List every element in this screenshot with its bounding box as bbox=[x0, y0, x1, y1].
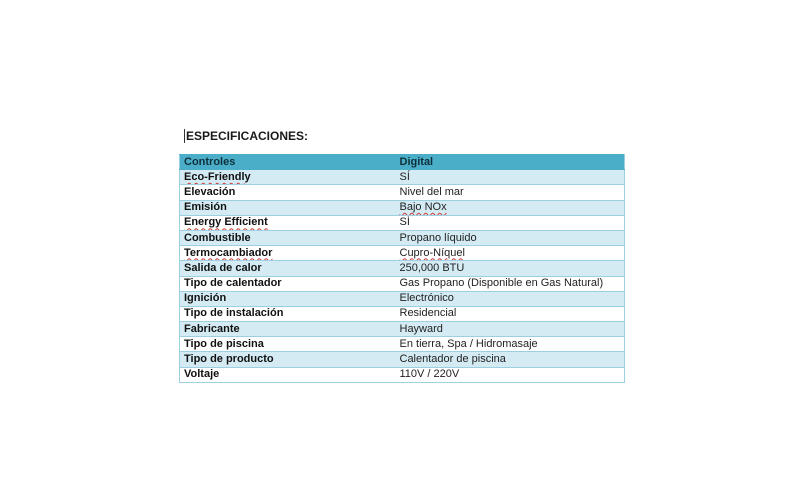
spec-label: Tipo de instalación bbox=[180, 306, 396, 321]
spec-value: Gas Propano (Disponible en Gas Natural) bbox=[396, 276, 625, 291]
spec-label: Tipo de producto bbox=[180, 352, 396, 367]
table-row bbox=[180, 170, 625, 185]
spec-value: Hayward bbox=[396, 322, 625, 337]
table-row bbox=[180, 215, 625, 230]
spec-value-text: Bajo NOx bbox=[399, 201, 447, 214]
spec-label bbox=[180, 215, 396, 230]
table-row bbox=[180, 306, 625, 321]
spec-value: SÍ bbox=[396, 170, 625, 185]
table-header-row bbox=[180, 155, 625, 170]
spec-value-text: Cupro-Níquel bbox=[399, 246, 465, 259]
spec-label: Tipo de calentador bbox=[180, 276, 396, 291]
spec-value: Propano líquido bbox=[396, 230, 625, 245]
document-heading: ESPECIFICACIONES: bbox=[186, 129, 309, 143]
spec-value bbox=[396, 200, 625, 215]
spec-label: Emisión bbox=[180, 200, 396, 215]
spec-label: Ignición bbox=[180, 291, 396, 306]
spec-value bbox=[396, 246, 625, 261]
header-label-cell: Controles bbox=[180, 155, 396, 170]
spec-value: Nivel del mar bbox=[396, 185, 625, 200]
spec-label bbox=[180, 170, 396, 185]
table-row bbox=[180, 230, 625, 245]
table-row bbox=[180, 185, 625, 200]
spec-value: Residencial bbox=[396, 306, 625, 321]
spec-value: En tierra, Spa / Hidromasaje bbox=[396, 337, 625, 352]
table-row bbox=[180, 322, 625, 337]
spec-value: 250,000 BTU bbox=[396, 261, 625, 276]
spec-label: Voltaje bbox=[180, 367, 396, 382]
spec-label: Combustible bbox=[180, 230, 396, 245]
table-row bbox=[180, 337, 625, 352]
header-value-cell: Digital bbox=[396, 155, 625, 170]
table-row bbox=[180, 246, 625, 261]
spec-value: Calentador de piscina bbox=[396, 352, 625, 367]
table-row bbox=[180, 291, 625, 306]
spec-label bbox=[180, 246, 396, 261]
spec-value: Electrónico bbox=[396, 291, 625, 306]
spec-label-text: Termocambiador bbox=[184, 246, 273, 259]
table-row bbox=[180, 261, 625, 276]
spec-value: 110V / 220V bbox=[396, 367, 625, 382]
table-row bbox=[180, 352, 625, 367]
table-row bbox=[180, 367, 625, 382]
spec-label: Salida de calor bbox=[180, 261, 396, 276]
spec-label: Tipo de piscina bbox=[180, 337, 396, 352]
spec-label: Fabricante bbox=[180, 322, 396, 337]
spec-label-text: Eco-Friendly bbox=[184, 170, 251, 183]
specifications-table bbox=[179, 154, 625, 383]
spec-label-text: Energy Efficient bbox=[184, 216, 268, 229]
table-row bbox=[180, 200, 625, 215]
spec-value: SÍ bbox=[396, 215, 625, 230]
spec-label: Elevación bbox=[180, 185, 396, 200]
table-row bbox=[180, 276, 625, 291]
